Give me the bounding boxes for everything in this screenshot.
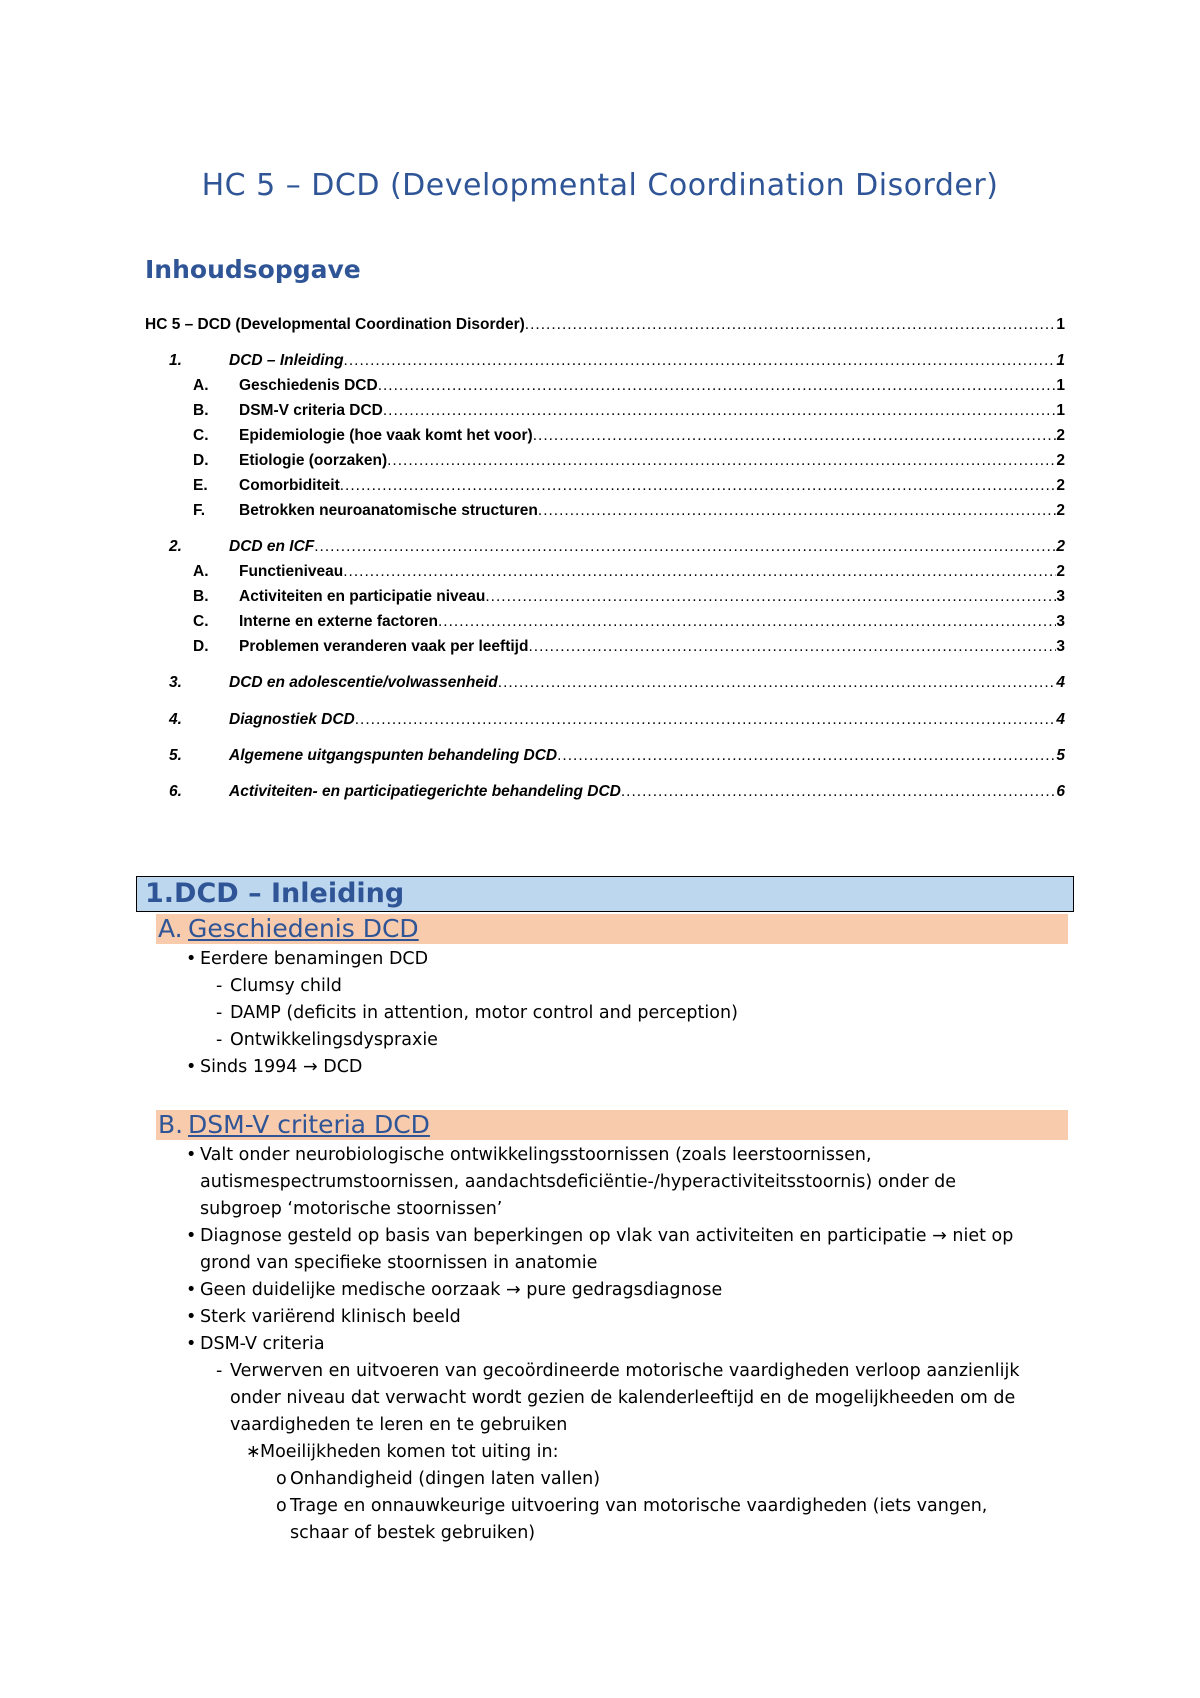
section-heading-1: 1.DCD – Inleiding — [136, 876, 1074, 912]
toc-entry[interactable]: C. Epidemiologie (hoe vaak komt het voor) ..... 2 — [145, 427, 1065, 445]
dash-item: - Verwerven en uitvoeren van gecoördineerde motorische vaardigheden verloop aanzienlijk — [216, 1361, 1020, 1381]
toc-entry[interactable]: 5. Algemene uitgangspunten behandeling DCD ..... 5 — [145, 747, 1065, 765]
bullet-icon: • — [186, 1057, 197, 1077]
bullet-icon: • — [186, 1280, 197, 1300]
dash-continuation: vaardigheden te leren en te gebruiken — [230, 1415, 568, 1435]
toc-entry[interactable]: 6. Activiteiten- en participatiegerichte behandeling DCD ..... 6 — [145, 783, 1065, 801]
toc-entry[interactable]: A. Geschiedenis DCD ..... 1 — [145, 377, 1065, 395]
toc-entry[interactable]: B. DSM-V criteria DCD ..... 1 — [145, 402, 1065, 420]
bullet-item: • Sterk variërend klinisch beeld — [186, 1304, 461, 1331]
toc-entry[interactable]: B. Activiteiten en participatie niveau ..... 3 — [145, 588, 1065, 606]
dash-item: - Ontwikkelingsdyspraxie — [216, 1030, 438, 1050]
toc-entry[interactable]: 4. Diagnostiek DCD ..... 4 — [145, 711, 1065, 729]
bullet-icon: • — [186, 1307, 197, 1327]
bullet-item: • DSM-V criteria — [186, 1331, 325, 1358]
bullet-icon: • — [186, 1226, 197, 1246]
bullet-item: • Diagnose gesteld op basis van beperkingen op vlak van activiteiten en participatie → niet op — [186, 1223, 1013, 1250]
bullet-icon: • — [186, 949, 197, 969]
toc-entry[interactable]: E. Comorbiditeit ..... 2 — [145, 477, 1065, 495]
bullet-continuation: grond van specifieke stoornissen in anatomie — [200, 1253, 598, 1273]
subsection-heading-b: B. DSM-V criteria DCD — [156, 1110, 1068, 1140]
circle-bullet-icon: o — [276, 1469, 287, 1489]
bullet-item: • Valt onder neurobiologische ontwikkelingsstoornissen (zoals leerstoornissen, — [186, 1142, 872, 1169]
toc-entry[interactable]: HC 5 – DCD (Developmental Coordination Disorder) ..... 1 — [145, 316, 1065, 334]
toc-entry[interactable]: C. Interne en externe factoren ..... 3 — [145, 613, 1065, 631]
toc-entry[interactable]: F. Betrokken neuroanatomische structuren ..... 2 — [145, 502, 1065, 520]
circle-continuation: schaar of bestek gebruiken) — [290, 1523, 536, 1543]
bullet-item: • Geen duidelijke medische oorzaak → pure gedragsdiagnose — [186, 1277, 722, 1304]
arrow-right-icon: → — [506, 1280, 521, 1300]
circle-item: o Trage en onnauwkeurige uitvoering van motorische vaardigheden (iets vangen, — [276, 1493, 987, 1520]
toc-entry[interactable]: 2. DCD en ICF ..... 2 — [145, 538, 1065, 556]
arrow-right-icon: → — [302, 1057, 318, 1077]
toc-entry[interactable]: 1. DCD – Inleiding ..... 1 — [145, 352, 1065, 370]
dash-continuation: onder niveau dat verwacht wordt gezien de kalenderleeftijd en de mogelijkheeden om de — [230, 1388, 1016, 1408]
bullet-continuation: autismespectrumstoornissen, aandachtsdeficiëntie-/hyperactiviteitsstoornis) onder de — [200, 1172, 957, 1192]
dash-item: - DAMP (deficits in attention, motor control and perception) — [216, 1003, 738, 1023]
circle-bullet-icon: o — [276, 1496, 287, 1516]
bullet-continuation: subgroep ‘motorische stoornissen’ — [200, 1199, 503, 1219]
subsection-heading-a: A. Geschiedenis DCD — [156, 914, 1068, 944]
toc-entry[interactable]: A. Functieniveau ..... 2 — [145, 563, 1065, 581]
bullet-item: • Sinds 1994 → DCD — [186, 1054, 362, 1081]
arrow-right-icon: → — [932, 1226, 947, 1246]
asterisk-icon: ∗ — [246, 1442, 261, 1462]
bullet-icon: • — [186, 1145, 197, 1165]
toc-entry[interactable]: D. Etiologie (oorzaken) ..... 2 — [145, 452, 1065, 470]
star-item: ∗Moeilijkheden komen tot uiting in: — [246, 1439, 559, 1466]
document-title: HC 5 – DCD (Developmental Coordination Disorder) — [201, 168, 999, 203]
circle-item: o Onhandigheid (dingen laten vallen) — [276, 1466, 600, 1493]
bullet-item: • Eerdere benamingen DCD — [186, 946, 428, 973]
toc-heading: Inhoudsopgave — [145, 255, 361, 284]
toc-entry[interactable]: D. Problemen veranderen vaak per leeftijd ..... 3 — [145, 638, 1065, 656]
toc-entry[interactable]: 3. DCD en adolescentie/volwassenheid ..... 4 — [145, 674, 1065, 692]
bullet-icon: • — [186, 1334, 197, 1354]
dash-item: - Clumsy child — [216, 976, 342, 996]
